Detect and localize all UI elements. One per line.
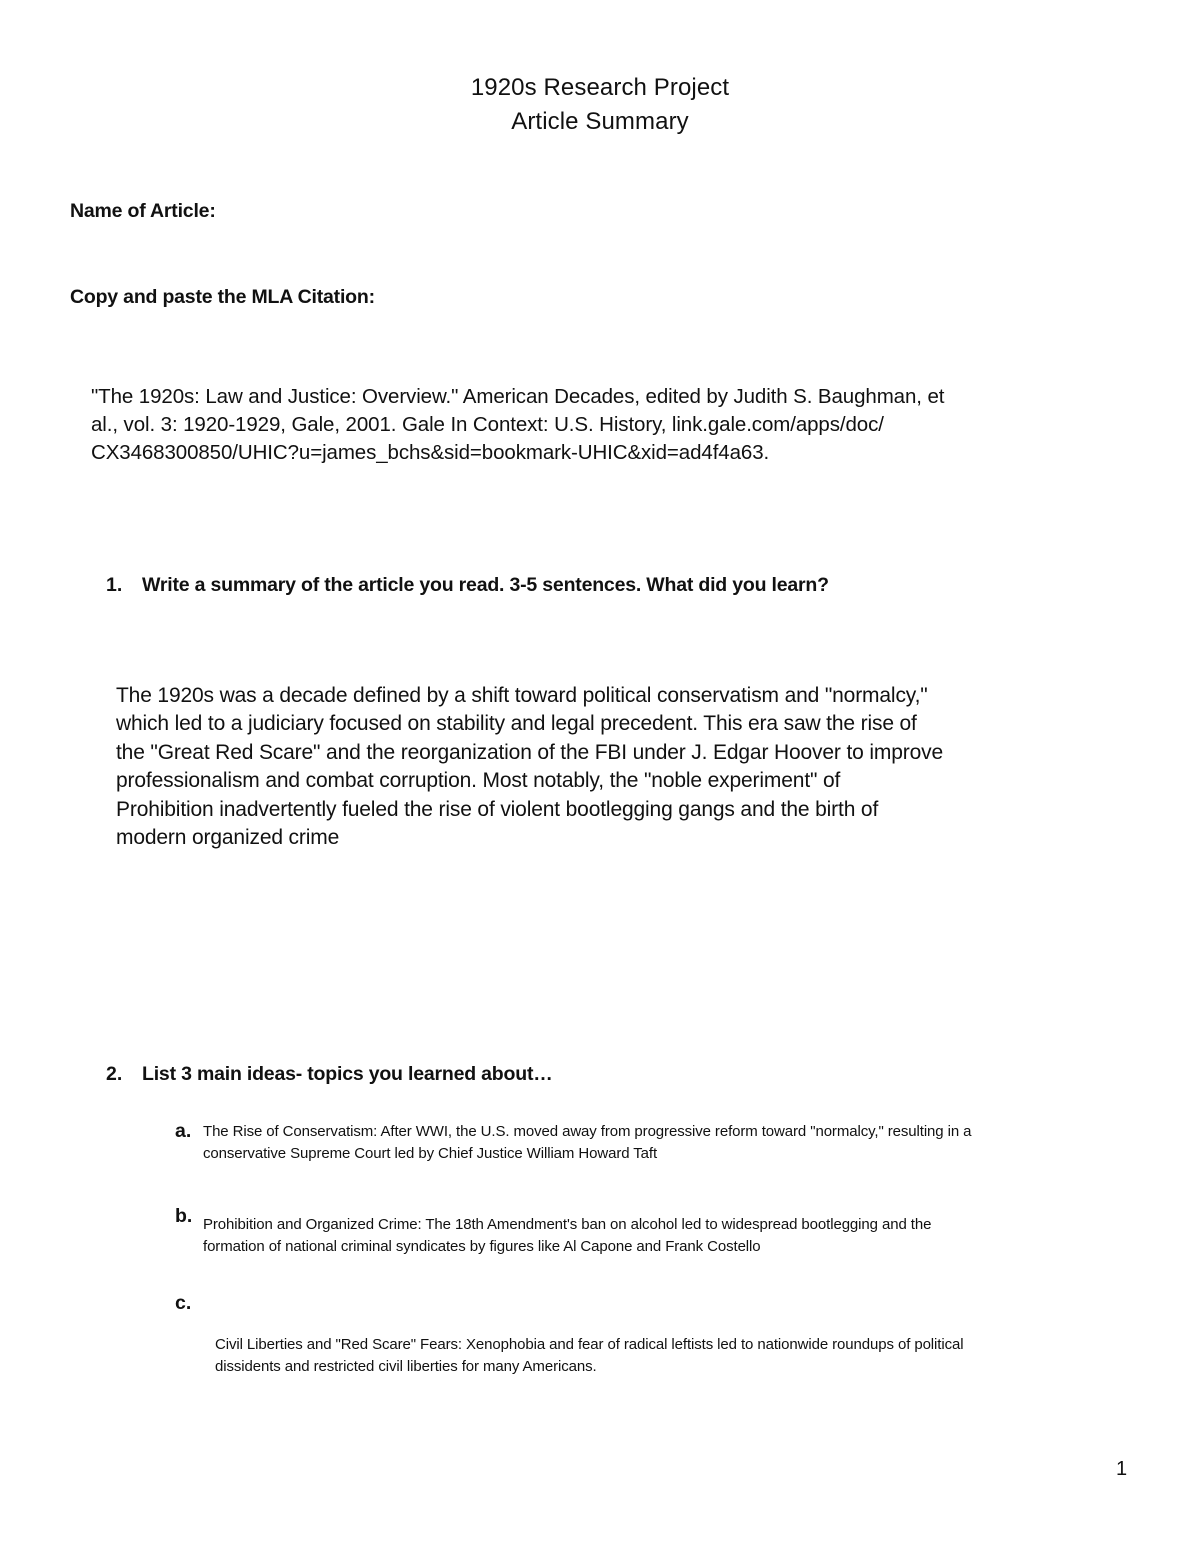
idea-line: Prohibition and Organized Crime: The 18th Amendment's ban on alcohol led to widespread bootlegging and the xyxy=(203,1216,932,1233)
summary-answer xyxy=(116,682,943,852)
citation-label: Copy and paste the MLA Citation: xyxy=(70,286,375,308)
idea-c-text xyxy=(215,1334,963,1378)
idea-b-letter: b. xyxy=(175,1205,193,1227)
question-2-number: 2. xyxy=(106,1063,123,1085)
idea-line: The Rise of Conservatism: After WWI, the U.S. moved away from progressive reform toward "normalcy," resulting in a xyxy=(203,1123,972,1140)
question-1-text: Write a summary of the article you read. 3-5 sentences. What did you learn? xyxy=(142,574,829,596)
citation-line: CX3468300850/UHIC?u=james_bchs&sid=bookmark-UHIC&xid=ad4f4a63. xyxy=(91,441,770,464)
article-name-label: Name of Article: xyxy=(70,200,216,222)
summary-line: The 1920s was a decade defined by a shift toward political conservatism and "normalcy," xyxy=(116,684,928,707)
idea-a-letter: a. xyxy=(175,1120,192,1142)
question-1-number: 1. xyxy=(106,574,123,596)
idea-a-text xyxy=(203,1121,971,1165)
summary-line: Prohibition inadvertently fueled the rise of violent bootlegging gangs and the birth of xyxy=(116,797,879,821)
summary-line: modern organized crime xyxy=(116,826,340,850)
document-title: 1920s Research Project xyxy=(470,74,730,101)
citation-text xyxy=(91,383,1151,467)
idea-line: conservative Supreme Court led by Chief Justice William Howard Taft xyxy=(203,1145,658,1162)
idea-c-letter: c. xyxy=(175,1292,192,1314)
summary-line: which led to a judiciary focused on stability and legal precedent. This era saw the rise of xyxy=(116,712,917,736)
page-number: 1 xyxy=(1116,1458,1128,1480)
citation-line: al., vol. 3: 1920-1929, Gale, 2001. Gale In Context: U.S. History, link.gale.com/apps/doc/ xyxy=(91,413,884,436)
summary-line: professionalism and combat corruption. Most notably, the "noble experiment" of xyxy=(116,769,841,793)
summary-line: the "Great Red Scare" and the reorganization of the FBI under J. Edgar Hoover to improve xyxy=(116,740,943,764)
document-subtitle: Article Summary xyxy=(511,108,689,135)
question-2-text: List 3 main ideas- topics you learned about… xyxy=(142,1063,553,1085)
idea-b-text xyxy=(203,1214,931,1258)
idea-line: dissidents and restricted civil liberties for many Americans. xyxy=(215,1358,597,1375)
idea-line: formation of national criminal syndicates by figures like Al Capone and Frank Costello xyxy=(203,1238,761,1255)
idea-line: Civil Liberties and "Red Scare" Fears: Xenophobia and fear of radical leftists led to nationwide roundups of political xyxy=(215,1336,964,1353)
citation-line: "The 1920s: Law and Justice: Overview." American Decades, edited by Judith S. Baughman, et xyxy=(91,385,945,408)
